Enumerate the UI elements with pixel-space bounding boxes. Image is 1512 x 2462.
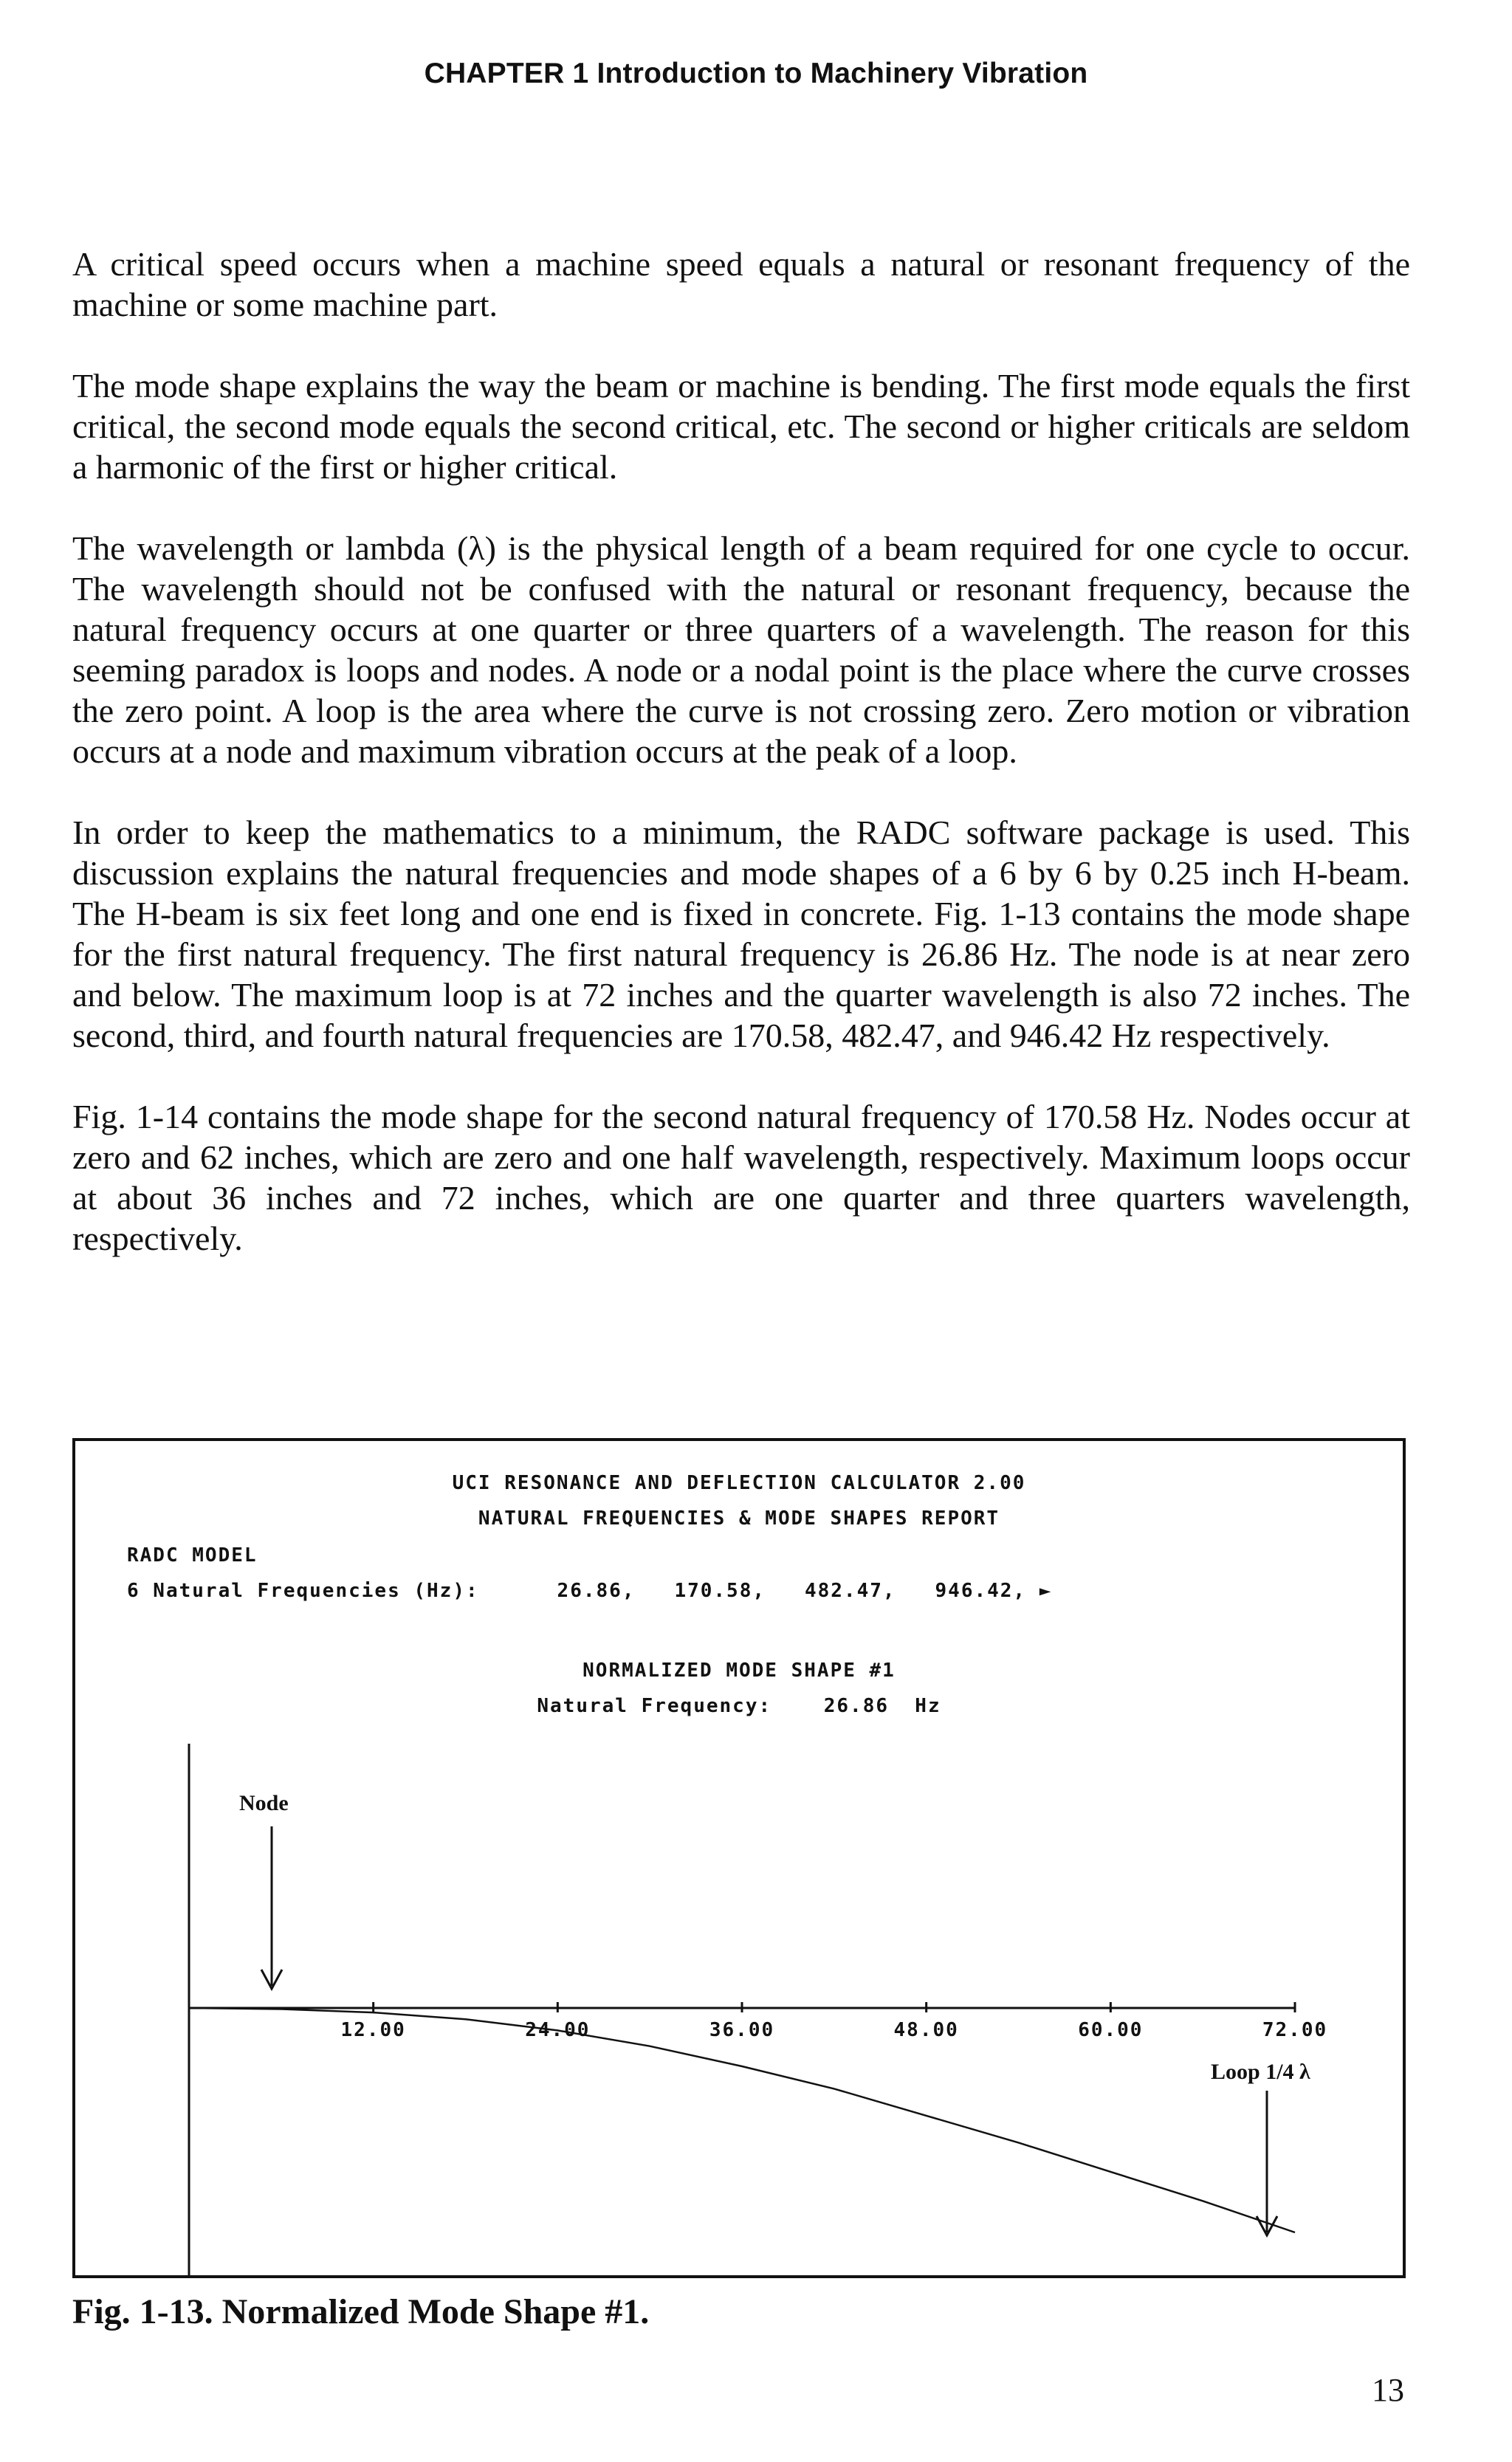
x-tick-label: 48.00	[893, 2019, 959, 2041]
x-tick-label: 60.00	[1078, 2019, 1144, 2041]
loop-label: Loop 1/4 λ	[1211, 2060, 1310, 2084]
running-header: CHAPTER 1 Introduction to Machinery Vibration	[424, 58, 1088, 89]
mode-shape-chart	[75, 1441, 1403, 2275]
paragraph: The mode shape explains the way the beam or machine is bending. The first mode equals the first critical, the second mode equals the second critical, etc. The second or higher criticals are seldom a harmonic of the first or higher critical.	[72, 367, 1410, 486]
body-text	[72, 244, 1410, 1299]
x-tick-label: 12.00	[340, 2019, 406, 2041]
figure-frame	[72, 1438, 1406, 2278]
frequencies-line: 6 Natural Frequencies (Hz): 26.86, 170.58, 482.47, 946.42, ►	[127, 1580, 1053, 1602]
page-number: 13	[1372, 2372, 1404, 2408]
paragraph: The wavelength or lambda (λ) is the physical length of a beam required for one cycle to occur. The wavelength should not be confused with the natural or resonant frequency, because the natural frequency occurs at one quarter or three quarters of a wavelength. The reason for this seeming paradox is loops and nodes. A node or a nodal point is the place where the curve crosses the zero point. A loop is the area where the curve is not crossing zero. Zero motion or vibration occurs at a node and maximum vibration occurs at the peak of a loop.	[72, 529, 1410, 770]
report-screen	[75, 1441, 1403, 2275]
paragraph: In order to keep the mathematics to a minimum, the RADC software package is used. This discussion explains the natural frequencies and mode shapes of a 6 by 6 by 0.25 inch H-beam. The H-beam is six feet long and one end is fixed in concrete. Fig. 1-13 contains the mode shape for the first natural frequency. The first natural frequency is 26.86 Hz. The node is at near zero and below. The maximum loop is at 72 inches and the quarter wavelength is also 72 inches. The second, third, and fourth natural frequencies are 170.58, 482.47, and 946.42 Hz respectively.	[72, 814, 1410, 1054]
mode-shape-title: NORMALIZED MODE SHAPE #1	[583, 1660, 896, 1682]
node-label: Node	[239, 1791, 289, 1815]
x-tick-label: 24.00	[525, 2019, 591, 2041]
figure-caption: Fig. 1-13. Normalized Mode Shape #1.	[72, 2292, 650, 2331]
report-subtitle: NATURAL FREQUENCIES & MODE SHAPES REPORT	[478, 1507, 1000, 1530]
paragraph: Fig. 1-14 contains the mode shape for the second natural frequency of 170.58 Hz. Nodes occur at zero and 62 inches, which are zero and one half wavelength, respectively. Maximum loops occur at about 36 inches and 72 inches, which are one quarter and three quarters wavelength, respectively.	[72, 1098, 1410, 1257]
paragraph: A critical speed occurs when a machine speed equals a natural or resonant frequency of the machine or some machine part.	[72, 245, 1410, 323]
model-label: RADC MODEL	[127, 1544, 258, 1567]
x-tick-label: 36.00	[709, 2019, 775, 2041]
natural-frequency-line: Natural Frequency: 26.86 Hz	[537, 1695, 941, 1717]
mode-shape-line	[189, 2008, 1295, 2232]
report-title: UCI RESONANCE AND DEFLECTION CALCULATOR 2.00	[452, 1472, 1026, 1494]
x-tick-label: 72.00	[1262, 2019, 1328, 2041]
